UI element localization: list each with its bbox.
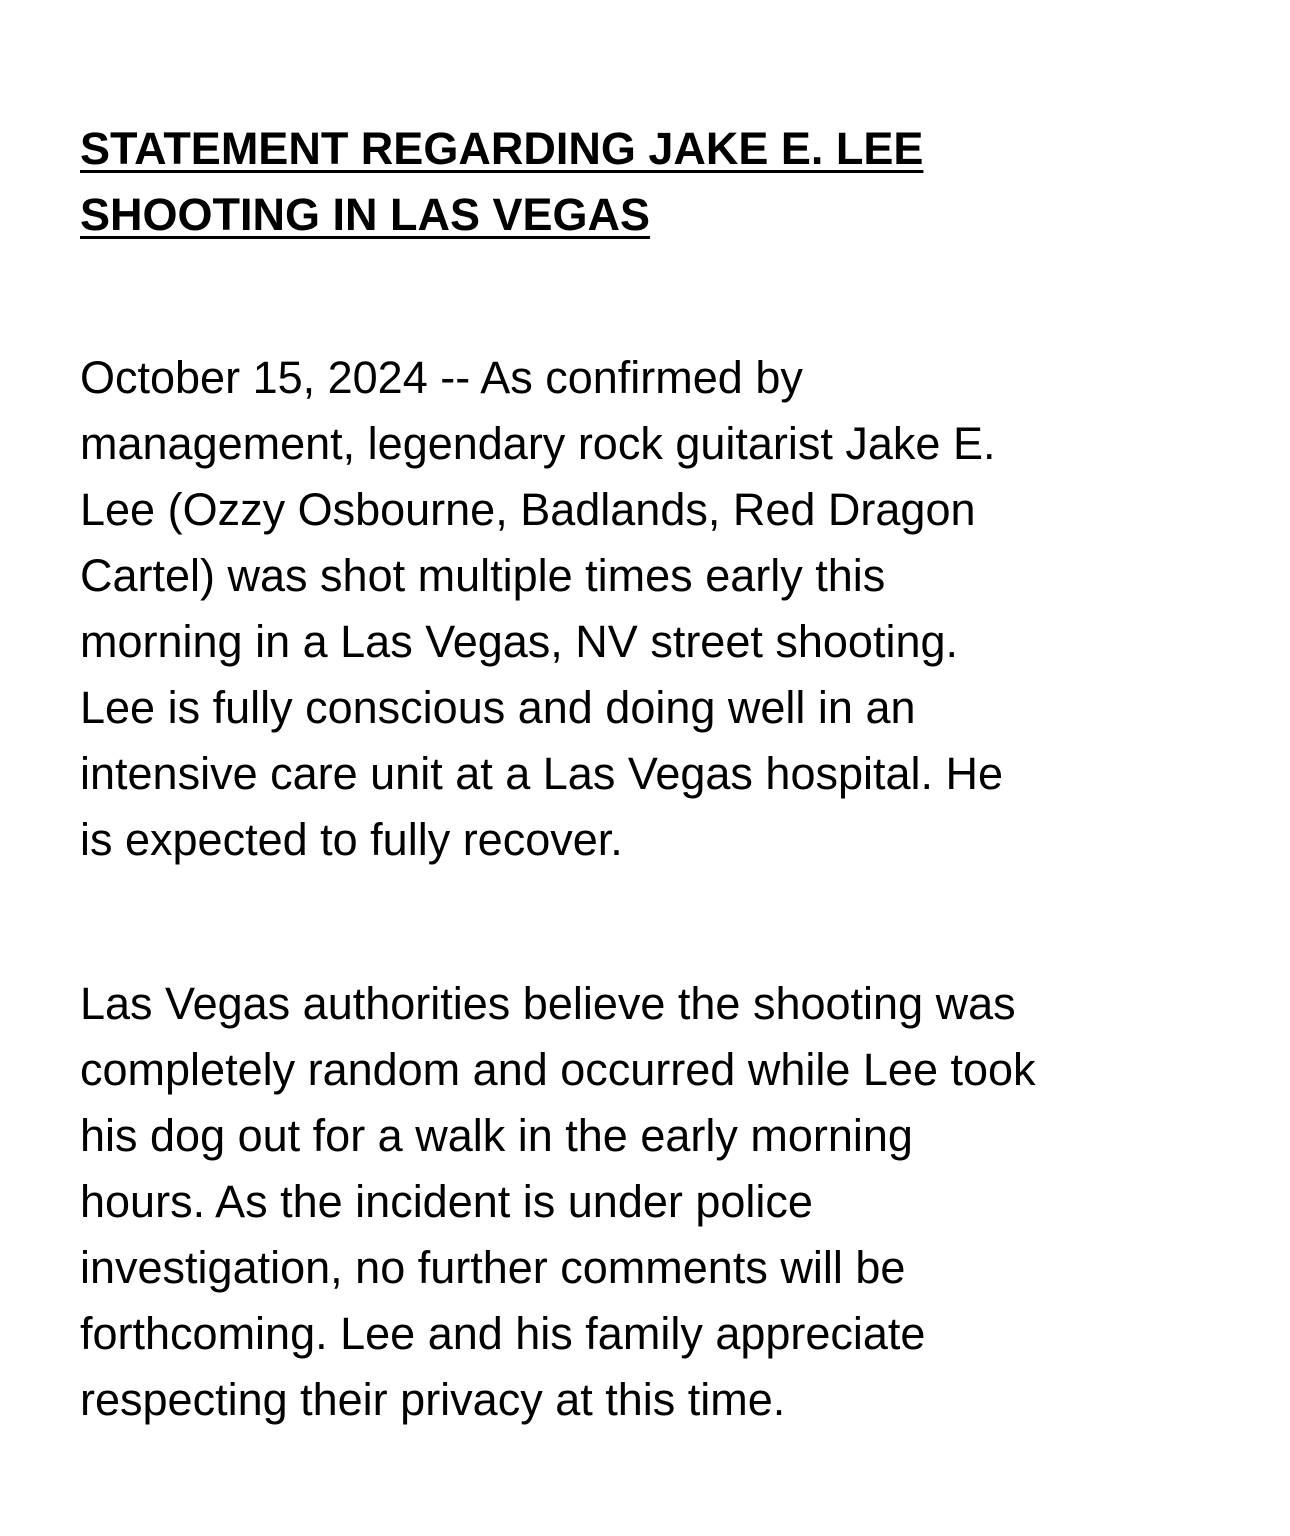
statement-paragraph-2 bbox=[80, 971, 1230, 1433]
paragraph-line: intensive care unit at a Las Vegas hospital. He bbox=[80, 748, 1004, 799]
paragraph-line: hours. As the incident is under police bbox=[80, 1176, 813, 1227]
paragraph-line: Cartel) was shot multiple times early this bbox=[80, 550, 886, 601]
statement-paragraph-1 bbox=[80, 345, 1230, 873]
paragraph-line: Lee is fully conscious and doing well in an bbox=[80, 682, 916, 733]
paragraph-line: Lee (Ozzy Osbourne, Badlands, Red Dragon bbox=[80, 484, 976, 535]
paragraph-line: respecting their privacy at this time. bbox=[80, 1374, 786, 1425]
paragraph-line: his dog out for a walk in the early morning bbox=[80, 1110, 913, 1161]
paragraph-line: morning in a Las Vegas, NV street shooting. bbox=[80, 616, 959, 667]
title-line: SHOOTING IN LAS VEGAS bbox=[80, 189, 651, 240]
paragraph-line: completely random and occurred while Lee took bbox=[80, 1044, 1036, 1095]
paragraph-line: Las Vegas authorities believe the shooting was bbox=[80, 978, 1016, 1029]
paragraph-line: is expected to fully recover. bbox=[80, 814, 623, 865]
paragraph-line: October 15, 2024 -- As confirmed by bbox=[80, 352, 803, 403]
statement-title bbox=[80, 116, 1200, 248]
paragraph-line: forthcoming. Lee and his family appreciate bbox=[80, 1308, 926, 1359]
paragraph-line: investigation, no further comments will be bbox=[80, 1242, 906, 1293]
paragraph-line: management, legendary rock guitarist Jake E. bbox=[80, 418, 996, 469]
title-line: STATEMENT REGARDING JAKE E. LEE bbox=[80, 123, 924, 174]
